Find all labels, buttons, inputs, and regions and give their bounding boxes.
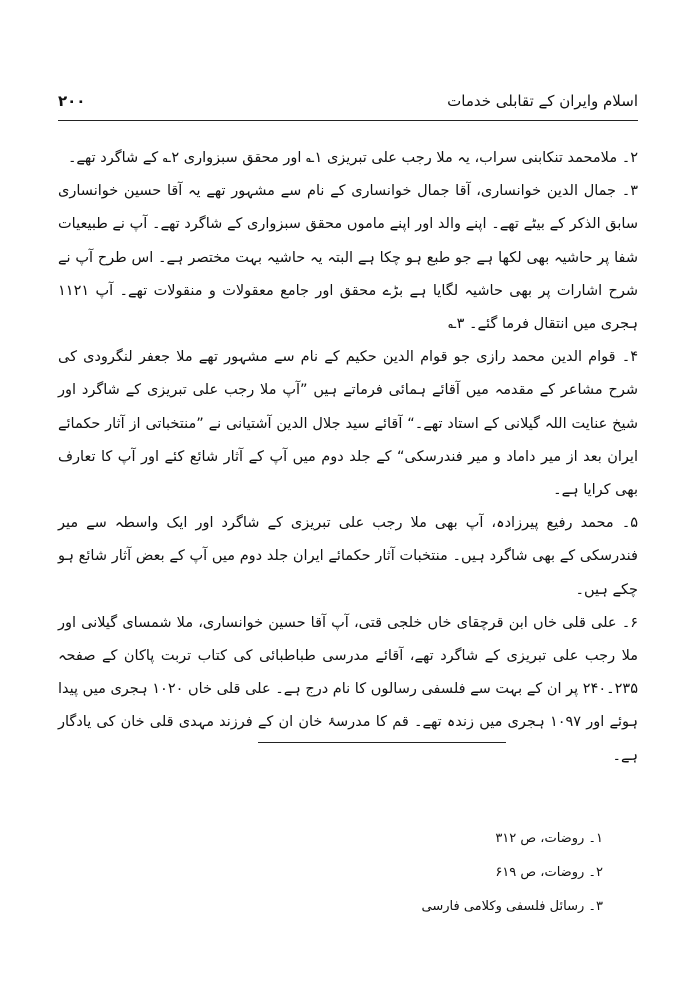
footnote-1: ۱۔ روضات، ص ۳۱۲ xyxy=(495,831,603,846)
paragraph-4: ۴۔ قوام الدین محمد رازی جو قوام الدین حکیم کے نام سے مشہور تھے ملا جعفر لنگرودی کی شرح مشاعر کے مقدمہ میں آقائے ہمائی فرماتے ہیں ”آپ ملا رجب علی تبریزی کے شاگرد اور شیخ عنایت اللہ گیلانی کے استاد تھے۔“ آقائے سید جلال الدین آشتیانی نے ”منتخباتی از آثار حکمائے ایران بعد از میر داماد و میر فندرسکی“ کے جلد دوم میں آپ کے آثار شائع کئے اور آپ کا تعارف بھی کرایا ہے۔ xyxy=(58,349,638,499)
main-text xyxy=(58,142,638,773)
footnote-divider xyxy=(258,742,506,743)
footnote-3: ۳۔ رسائل فلسفی وکلامی فارسی xyxy=(421,899,603,914)
paragraph-3: ۳۔ جمال الدین خوانساری، آقا جمال خوانساری کے نام سے مشہور تھے یہ آقا حسین خوانساری سابق الذکر کے بیٹے تھے۔ اپنے والد اور اپنے ماموں محقق سبزواری کے شاگرد تھے۔ آپ نے طبیعیات شفا پر حاشیہ بھی لکھا ہے جو طبع ہو چکا ہے البتہ یہ حاشیہ بہت مختصر ہے۔ اس طرح آپ نے شرح اشارات پر بھی حاشیہ لگایا ہے بڑے محقق اور جامع معقولات و منقولات تھے۔ آپ ۱۱۲۱ ہجری میں انتقال فرما گئے۔ ۳؎ xyxy=(58,183,638,333)
header-divider xyxy=(58,120,638,121)
page-number: ۲۰۰ xyxy=(58,92,86,110)
running-title: اسلام وایران کے تقابلی خدمات xyxy=(447,92,638,110)
running-header xyxy=(58,90,638,118)
paragraph-6: ۶۔ علی قلی خاں ابن قرچقای خاں خلجی قتی، آپ آقا حسین خوانساری، ملا شمسای گیلانی اور ملا رجب علی تبریزی کے شاگرد تھے، آقائے مدرسی طباطبائی کی کتاب تربت پاکان کے صفحہ ۲۳۵۔۲۴۰ پر ان کے بہت سے فلسفی رسالوں کا نام درج ہے۔ علی قلی خاں ۱۰۲۰ ہجری میں پیدا ہوئے اور ۱۰۹۷ ہجری میں زندہ تھے۔ قم کا مدرسۂ خان ان کے فرزند مہدی قلی خان کی یادگار ہے۔ xyxy=(58,614,638,764)
paragraph-2: ۲۔ ملامحمد تنکابنی سراب، یہ ملا رجب علی تبریزی ۱؎ اور محقق سبزواری ۲؎ کے شاگرد تھے۔ xyxy=(67,150,638,166)
paragraph-5: ۵۔ محمد رفیع پیرزادہ، آپ بھی ملا رجب علی تبریزی کے شاگرد اور ایک واسطہ سے میر فندرسکی کے بھی شاگرد ہیں۔ منتخبات آثار حکمائے ایران جلد دوم میں آپ کے بعض آثار شائع ہو چکے ہیں۔ xyxy=(58,515,638,598)
footnote-2: ۲۔ روضات، ص ۶۱۹ xyxy=(495,865,603,880)
footnotes xyxy=(303,822,603,924)
